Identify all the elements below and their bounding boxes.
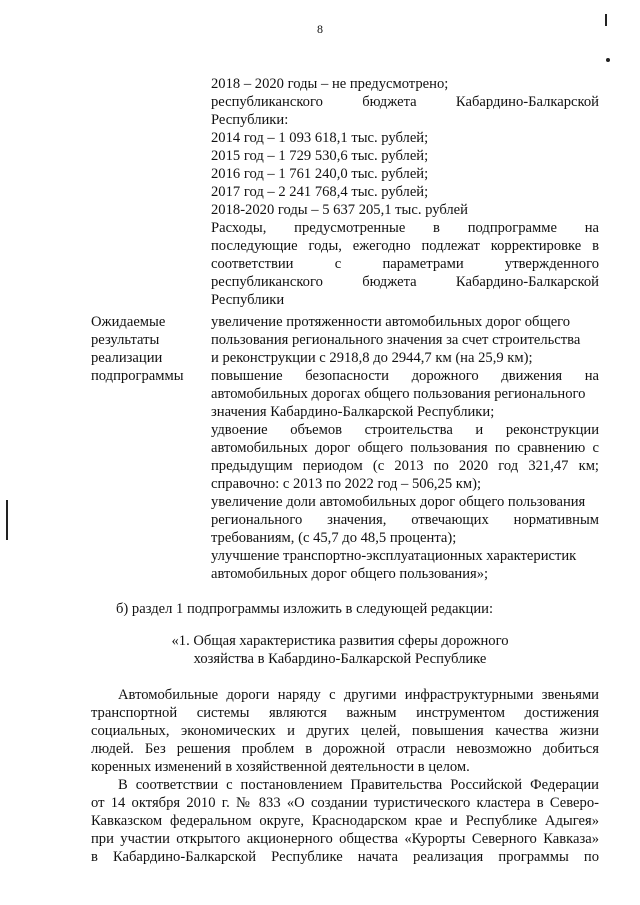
text-line: 2017 год – 2 241 768,4 тыс. рублей; xyxy=(211,184,429,200)
text-line: республиканского бюджета Кабардино-Балкарской xyxy=(211,274,599,290)
label-line: подпрограммы xyxy=(91,368,184,384)
text-line: удвоение объемов строительства и реконструкции xyxy=(211,422,599,438)
text-line: и реконструкции с 2918,8 до 2944,7 км (на 25,9 км); xyxy=(211,350,533,366)
heading-line: хозяйства в Кабардино-Балкарской Республике xyxy=(193,651,487,667)
text-line: социальных, экономических и других целей, повышения качества жизни xyxy=(91,723,599,739)
text-line: предыдущим периодом (с 2013 по 2020 год 321,47 км; xyxy=(211,458,599,474)
text-line: автомобильных дорогах общего пользования регионального xyxy=(211,386,586,402)
text-line: коренных изменений в хозяйственной деятельности в целом. xyxy=(91,759,470,775)
text-line: 2014 год – 1 093 618,1 тыс. рублей; xyxy=(211,130,429,146)
text-line: повышение безопасности дорожного движения на xyxy=(211,368,599,384)
text-line: Республики: xyxy=(211,112,289,128)
text-line: В соответствии с постановлением Правительства Российской Федерации xyxy=(118,777,599,793)
text-line: регионального значения, отвечающих нормативным xyxy=(211,512,599,528)
section-intro: б) раздел 1 подпрограммы изложить в следующей редакции: xyxy=(116,601,493,617)
page-number: 8 xyxy=(317,22,323,36)
text-line: Автомобильные дороги наряду с другими инфраструктурными звеньями xyxy=(118,687,599,703)
text-line: 2015 год – 1 729 530,6 тыс. рублей; xyxy=(211,148,429,164)
text-line: увеличение доли автомобильных дорог общего пользования xyxy=(211,494,586,510)
text-line: Кавказском федеральном округе, Краснодарском крае и Республике Адыгея» xyxy=(91,813,599,829)
text-line: пользования регионального значения за счет строительства xyxy=(211,332,581,348)
text-line: значения Кабардино-Балкарской Республики; xyxy=(211,404,495,420)
heading-line: «1. Общая характеристика развития сферы дорожного xyxy=(171,633,509,649)
text-line: соответствии с параметрами утвержденного xyxy=(211,256,599,272)
text-line: от 14 октября 2010 г. № 833 «О создании туристического кластера в Северо- xyxy=(91,795,599,811)
label-line: реализации xyxy=(91,350,163,366)
text-line: республиканского бюджета Кабардино-Балкарской xyxy=(211,94,599,110)
text-line: Расходы, предусмотренные в подпрограмме на xyxy=(211,220,599,236)
text-line: автомобильных дорог общего пользования по сравнению с xyxy=(211,440,599,456)
scan-mark-left xyxy=(6,500,8,540)
text-line: при участии открытого акционерного общества «Курорты Северного Кавказа» xyxy=(91,831,599,847)
text-line: 2016 год – 1 761 240,0 тыс. рублей; xyxy=(211,166,429,182)
label-line: результаты xyxy=(91,332,160,348)
text-line: автомобильных дорог общего пользования»; xyxy=(211,566,489,582)
text-line: в Кабардино-Балкарской Республике начата реализация программы по xyxy=(91,849,599,865)
text-line: требованиям, (с 45,7 до 48,5 процента); xyxy=(211,530,457,546)
text-line: увеличение протяженности автомобильных дорог общего xyxy=(211,314,571,330)
text-line: людей. Без решения проблем в дорожной отрасли невозможно добиться xyxy=(91,741,599,757)
text-line: транспортной системы являются важным инструментом достижения xyxy=(91,705,599,721)
text-line: 2018 – 2020 годы – не предусмотрено; xyxy=(211,76,449,92)
text-line: последующие годы, ежегодно подлежат корректировке в xyxy=(211,238,599,254)
scan-mark-top-right xyxy=(605,14,607,26)
label-line: Ожидаемые xyxy=(91,314,166,330)
text-line: 2018-2020 годы – 5 637 205,1 тыс. рублей xyxy=(211,202,468,218)
text-line: улучшение транспортно-эксплуатационных характеристик xyxy=(211,548,577,564)
text-line: Республики xyxy=(211,292,285,308)
scan-mark-right xyxy=(606,58,610,62)
text-line: справочно: с 2013 по 2022 год – 506,25 км); xyxy=(211,476,482,492)
